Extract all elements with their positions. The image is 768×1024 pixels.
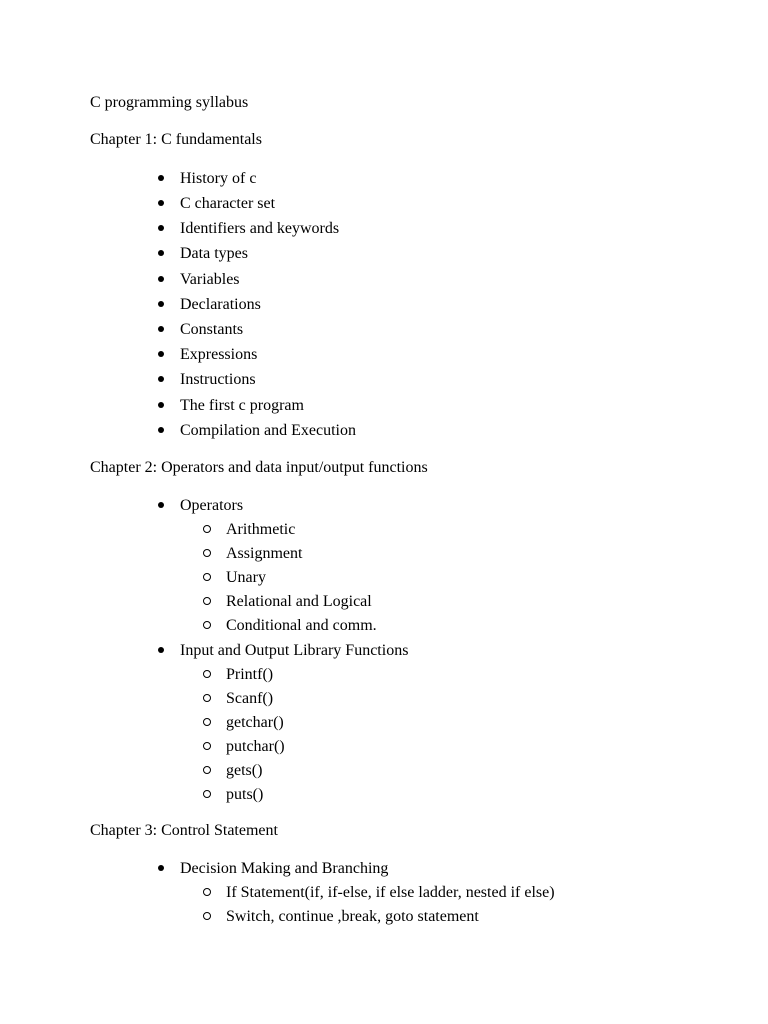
circle-bullet-icon [203, 737, 211, 757]
sub-list-item: Switch, continue ,break, goto statement [226, 908, 479, 925]
bullet-icon [158, 194, 164, 214]
sub-list-item: Printf() [226, 666, 274, 683]
circle-bullet-icon [203, 544, 211, 564]
list-item: Variables [180, 271, 240, 288]
list-item: The first c program [180, 397, 304, 414]
bullet-icon [158, 270, 164, 290]
bullet-icon [158, 320, 164, 340]
circle-bullet-icon [203, 665, 211, 685]
circle-bullet-icon [203, 883, 211, 903]
list-item: Identifiers and keywords [180, 220, 340, 237]
circle-bullet-icon [203, 713, 211, 733]
list-item: Declarations [180, 296, 261, 313]
bullet-icon [158, 396, 164, 416]
circle-bullet-icon [203, 785, 211, 805]
list-item: Input and Output Library Functions [180, 642, 409, 659]
sub-list-item: gets() [226, 762, 263, 779]
bullet-icon [158, 295, 164, 315]
circle-bullet-icon [203, 616, 211, 636]
sub-list-item: Arithmetic [226, 521, 296, 538]
sub-list-item: putchar() [226, 738, 285, 755]
bullet-icon [158, 169, 164, 189]
sub-list-item: Relational and Logical [226, 593, 372, 610]
list-item: Constants [180, 321, 244, 338]
chapter-1-heading: Chapter 1: C fundamentals [90, 131, 262, 148]
circle-bullet-icon [203, 568, 211, 588]
circle-bullet-icon [203, 907, 211, 927]
circle-bullet-icon [203, 592, 211, 612]
sub-list-item: Conditional and comm. [226, 617, 377, 634]
chapter-2-heading: Chapter 2: Operators and data input/output functions [90, 459, 428, 476]
list-item: Expressions [180, 346, 258, 363]
list-item: Operators [180, 497, 244, 514]
list-item: Compilation and Execution [180, 422, 356, 439]
sub-list-item: puts() [226, 786, 264, 803]
chapter-3-heading: Chapter 3: Control Statement [90, 822, 278, 839]
bullet-icon [158, 859, 164, 879]
sub-list-item: Assignment [226, 545, 303, 562]
bullet-icon [158, 244, 164, 264]
sub-list-item: Scanf() [226, 690, 274, 707]
circle-bullet-icon [203, 689, 211, 709]
list-item: C character set [180, 195, 276, 212]
list-item: History of c [180, 170, 257, 187]
list-item: Data types [180, 245, 248, 262]
bullet-icon [158, 496, 164, 516]
bullet-icon [158, 345, 164, 365]
bullet-icon [158, 219, 164, 239]
sub-list-item: If Statement(if, if-else, if else ladder, nested if else) [226, 884, 555, 901]
list-item: Instructions [180, 371, 256, 388]
document-title: C programming syllabus [90, 94, 249, 111]
circle-bullet-icon [203, 761, 211, 781]
bullet-icon [158, 370, 164, 390]
bullet-icon [158, 641, 164, 661]
list-item: Decision Making and Branching [180, 860, 389, 877]
circle-bullet-icon [203, 520, 211, 540]
sub-list-item: Unary [226, 569, 266, 586]
sub-list-item: getchar() [226, 714, 284, 731]
bullet-icon [158, 421, 164, 441]
